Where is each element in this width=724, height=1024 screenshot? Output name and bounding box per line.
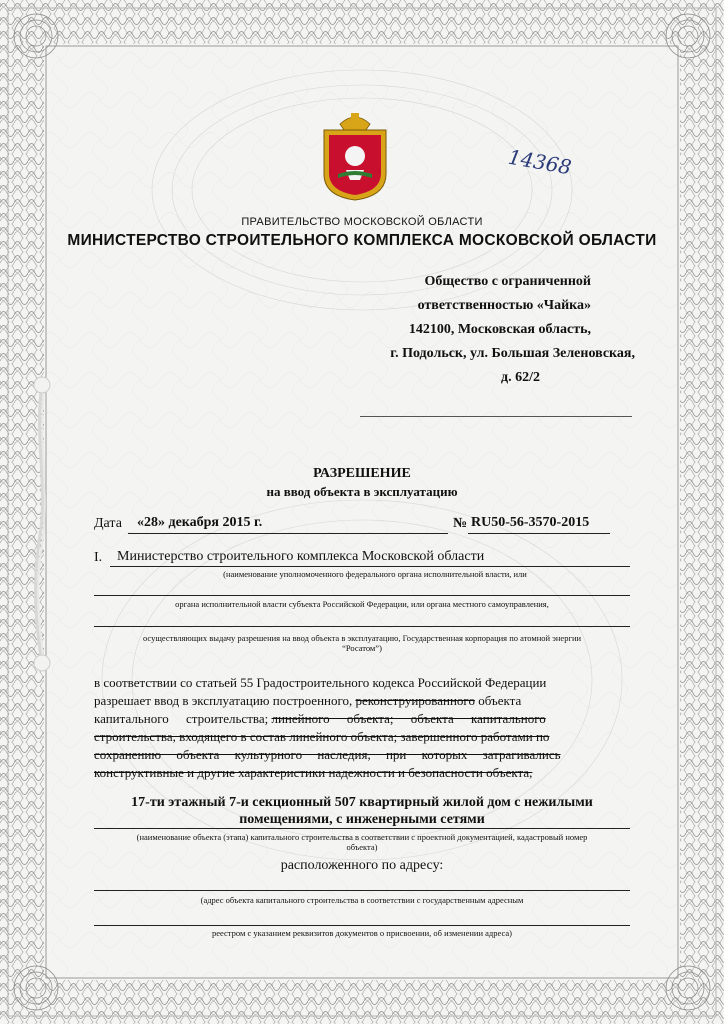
date-label: Дата bbox=[94, 516, 122, 531]
body-line-5-struck: сохранению объекта культурного наследия, при которых затрагивались bbox=[94, 747, 561, 762]
recipient-block bbox=[340, 270, 635, 390]
handwritten-number: 14368 bbox=[506, 144, 574, 180]
government-heading: ПРАВИТЕЛЬСТВО МОСКОВСКОЙ ОБЛАСТИ bbox=[241, 216, 483, 228]
recipient-line-3: 142100, Московская область, bbox=[408, 322, 591, 337]
document-subtitle: на ввод объекта в эксплуатацию bbox=[266, 484, 458, 499]
body-line-4-struck: строительства, входящего в состав линейного объекта; завершенного работами по bbox=[94, 729, 550, 744]
object-name-line-2: помещениями, с инженерными сетями bbox=[239, 812, 485, 827]
recipient-line-1: Общество с ограниченной bbox=[424, 274, 591, 289]
section-numeral: I. bbox=[94, 550, 103, 565]
document-title: РАЗРЕШЕНИЕ bbox=[313, 466, 411, 481]
coat-of-arms-emblem bbox=[318, 112, 392, 202]
body-line-2 bbox=[94, 693, 630, 709]
ministry-heading: МИНИСТЕРСТВО СТРОИТЕЛЬНОГО КОМПЛЕКСА МОСКОВСКОЙ ОБЛАСТИ bbox=[67, 232, 657, 249]
body-line-2b-struck: реконструированного bbox=[355, 693, 475, 708]
authority-note-4: “Росатом”) bbox=[342, 643, 382, 653]
authority-note-1: (наименование уполномоченного федерального органа исполнительной власти, или bbox=[223, 569, 527, 579]
object-name-line-1: 17-ти этажный 7-и секционный 507 квартирный жилой дом с нежилыми bbox=[131, 795, 593, 810]
address-note-1: (адрес объекта капитального строительства в соответствии с государственным адресным bbox=[200, 895, 524, 905]
authority-note-3: осуществляющих выдачу разрешения на ввод объекта в эксплуатацию, Государственная корпорация по атомной энергии bbox=[142, 633, 582, 643]
authority-note-2: органа исполнительной власти субъекта Российской Федерации, или органа местного самоуправления, bbox=[175, 599, 549, 609]
object-note-2: объекта) bbox=[346, 842, 378, 852]
recipient-underline bbox=[360, 416, 632, 417]
body-line-1: в соответствии со статьей 55 Градостроительного кодекса Российской Федерации bbox=[94, 675, 547, 690]
body-line-2a: разрешает ввод в эксплуатацию построенного, bbox=[94, 693, 353, 708]
recipient-line-2: ответственностью «Чайка» bbox=[417, 298, 591, 313]
body-line-3a: капитального строительства; bbox=[94, 711, 269, 726]
body-line-6-struck: конструктивные и другие характеристики надежности и безопасности объекта, bbox=[94, 765, 533, 780]
recipient-line-4: г. Подольск, ул. Большая Зеленовская, bbox=[390, 346, 635, 361]
address-label: расположенного по адресу: bbox=[280, 858, 444, 873]
issuing-authority: Министерство строительного комплекса Московской области bbox=[117, 549, 485, 564]
body-line-2c: объекта bbox=[478, 693, 522, 708]
object-note-1: (наименование объекта (этапа) капитального строительства в соответствии с проектной документацией, кадастровый номер bbox=[136, 832, 588, 842]
body-line-3 bbox=[94, 711, 630, 727]
binding-thread bbox=[30, 375, 54, 675]
body-line-3b-struck: линейного объекта; объекта капитального bbox=[271, 711, 546, 726]
permit-number: RU50-56-3570-2015 bbox=[471, 515, 590, 530]
date-value: «28» декабря 2015 г. bbox=[137, 515, 263, 530]
number-label: № bbox=[453, 516, 468, 531]
address-note-2: реестром с указанием реквизитов документов о присвоении, об изменении адреса) bbox=[212, 928, 512, 938]
recipient-line-5: д. 62/2 bbox=[501, 370, 540, 385]
